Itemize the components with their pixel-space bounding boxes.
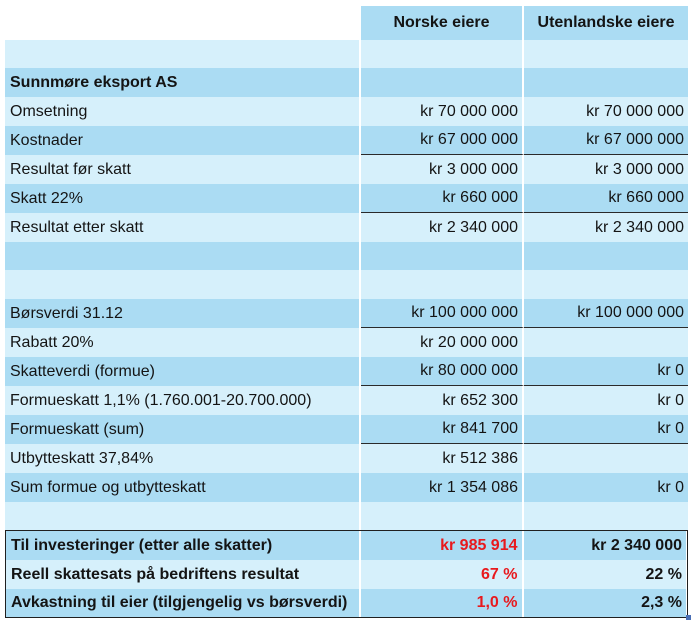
summary-value-utenlandske: 22 % [524,560,687,589]
row-value-norske: kr 512 386 [361,444,524,473]
row-label: Omsetning [5,97,361,126]
row-value-utenlandske: kr 3 000 000 [524,155,688,184]
summary-value-norske: kr 985 914 [361,531,524,560]
row-value-utenlandske: kr 660 000 [524,184,688,213]
summary-label: Avkastning til eier (tilgjengelig vs børsverdi) [6,589,361,617]
row-value-utenlandske: kr 100 000 000 [524,299,688,328]
row-label: Rabatt 20% [5,328,361,357]
row-value-norske: kr 20 000 000 [361,328,524,357]
table-row [5,386,688,415]
company-name: Sunnmøre eksport AS [5,68,361,97]
summary-value-norske: 1,0 % [361,589,524,617]
summary-label: Til investeringer (etter alle skatter) [6,531,361,560]
header-utenlandske-eiere: Utenlandske eiere [524,6,688,40]
row-label: Sum formue og utbytteskatt [5,473,361,502]
table-row [5,328,688,357]
row-value-utenlandske: kr 0 [524,386,688,415]
row-value-norske: kr 1 354 086 [361,473,524,502]
blank-row [5,242,688,270]
header-row [5,6,688,40]
table-row [5,126,688,155]
row-value-utenlandske [524,444,688,473]
row-label: Formueskatt 1,1% (1.760.001-20.700.000) [5,386,361,415]
row-value-utenlandske: kr 0 [524,473,688,502]
table-row [5,213,688,242]
row-label: Børsverdi 31.12 [5,299,361,328]
row-value-utenlandske: kr 2 340 000 [524,213,688,242]
table-row [5,357,688,386]
row-value-norske: kr 70 000 000 [361,97,524,126]
table-row [5,299,688,328]
row-value-norske: kr 67 000 000 [361,126,524,155]
blank-row [5,270,688,299]
blank-row [5,502,688,530]
table-row [5,155,688,184]
row-label: Resultat etter skatt [5,213,361,242]
row-label: Formueskatt (sum) [5,415,361,444]
table-row [5,184,688,213]
row-value-utenlandske: kr 0 [524,357,688,386]
tax-comparison-table [5,6,688,618]
row-value-norske: kr 100 000 000 [361,299,524,328]
summary-row [5,530,688,560]
row-value-norske: kr 3 000 000 [361,155,524,184]
row-label: Skatt 22% [5,184,361,213]
summary-value-norske: 67 % [361,560,524,589]
resize-handle-marker [686,615,691,620]
summary-value-utenlandske: kr 2 340 000 [524,531,687,560]
row-value-utenlandske: kr 70 000 000 [524,97,688,126]
row-value-norske: kr 2 340 000 [361,213,524,242]
row-value-utenlandske: kr 67 000 000 [524,126,688,155]
header-norske-eiere: Norske eiere [361,6,524,40]
row-value-norske: kr 841 700 [361,415,524,444]
summary-row [5,589,688,618]
summary-row [5,560,688,589]
company-row [5,68,688,97]
summary-label: Reell skattesats på bedriftens resultat [6,560,361,589]
row-label: Utbytteskatt 37,84% [5,444,361,473]
row-value-norske: kr 80 000 000 [361,357,524,386]
row-value-norske: kr 652 300 [361,386,524,415]
table-row [5,473,688,502]
table-row [5,444,688,473]
row-value-utenlandske: kr 0 [524,415,688,444]
row-label: Kostnader [5,126,361,155]
summary-value-utenlandske: 2,3 % [524,589,687,617]
table-row [5,415,688,444]
blank-row [5,40,688,68]
row-value-norske: kr 660 000 [361,184,524,213]
row-label: Resultat før skatt [5,155,361,184]
table-row [5,97,688,126]
row-value-utenlandske [524,328,688,357]
header-label-cell [5,6,361,40]
row-label: Skatteverdi (formue) [5,357,361,386]
